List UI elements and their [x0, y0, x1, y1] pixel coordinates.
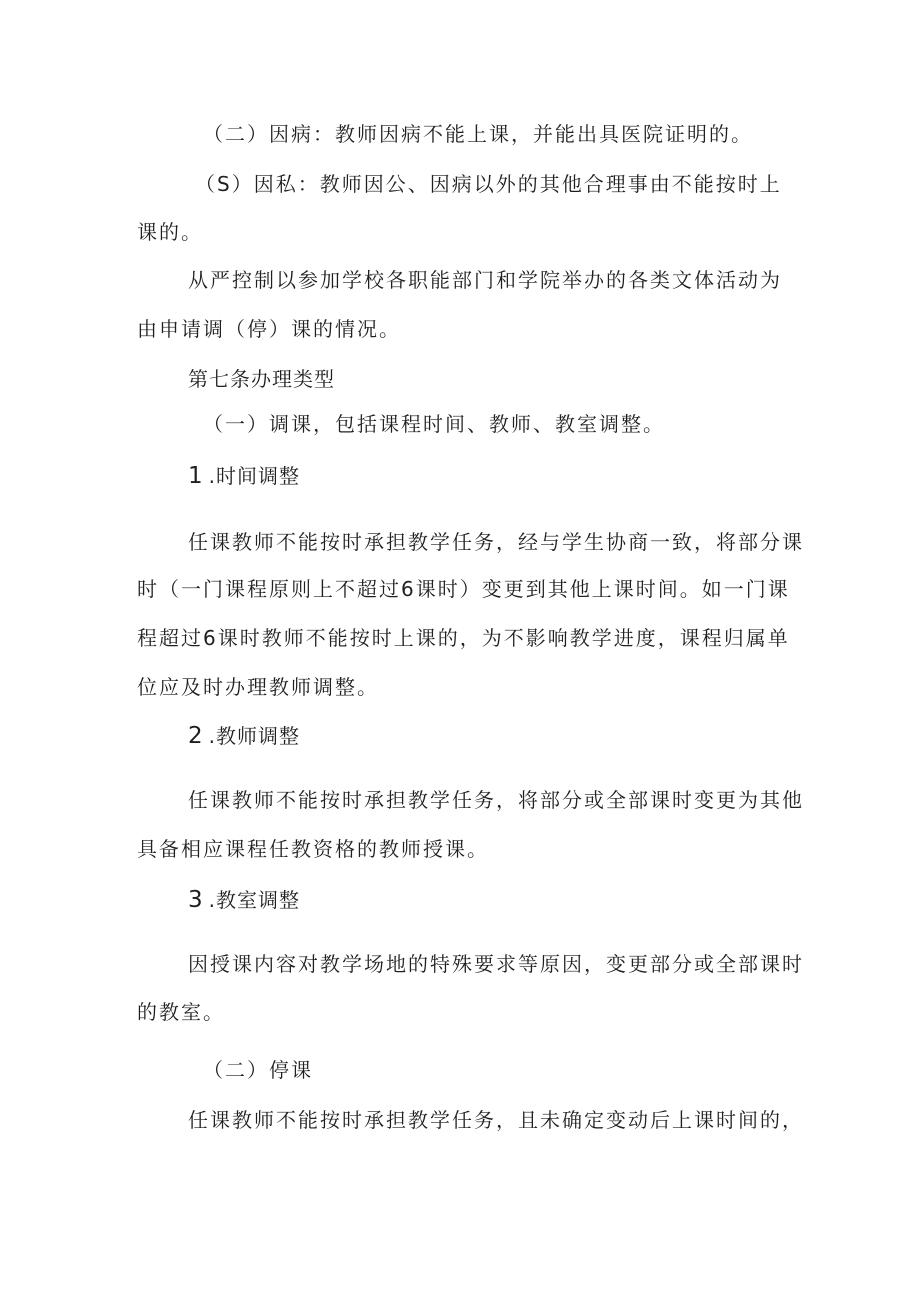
section-heading: （一）调课，包括课程时间、教师、教室调整。 [203, 412, 665, 436]
paragraph-line: 位应及时办理教师调整。 [137, 675, 379, 699]
paragraph-line: 的教室。 [137, 1000, 225, 1024]
paragraph-line: 由申请调（停）课的情况。 [137, 317, 401, 341]
section-heading: （二）停课 [203, 1058, 313, 1082]
paragraph-line: （二）因病：教师因病不能上课，并能出具医院证明的。 [203, 122, 753, 146]
paragraph-line: 任课教师不能按时承担教学任务，将部分或全部课时变更为其他 [188, 788, 804, 812]
paragraph-line: 任课教师不能按时承担教学任务，经与学生协商一致，将部分课 [188, 530, 804, 554]
item-title: .时间调整 [208, 464, 300, 488]
item-number: 1 [188, 463, 203, 489]
paragraph-line: 从严控制以参加学校各职能部门和学院举办的各类文体活动为 [188, 268, 782, 292]
item-number: 2 [188, 723, 203, 749]
paragraph-line: 程超过6课时教师不能按时上课的，为不影响教学进度，课程归属单 [137, 626, 790, 650]
paragraph-line: 时（一门课程原则上不超过6课时）变更到其他上课时间。如一门课 [137, 577, 790, 601]
paragraph-line: 具备相应课程任教资格的教师授课。 [137, 837, 489, 861]
subsection-heading [188, 722, 300, 750]
subsection-heading [188, 886, 300, 914]
subsection-heading [188, 462, 300, 490]
paragraph-line: 因授课内容对教学场地的特殊要求等原因，变更部分或全部课时 [188, 952, 804, 976]
article-heading: 第七条办理类型 [188, 367, 335, 391]
paragraph-line: （S）因私：教师因公、因病以外的其他合理事由不能按时上 [195, 172, 782, 196]
item-title: .教师调整 [208, 724, 300, 748]
paragraph-line: 任课教师不能按时承担教学任务，且未确定变动后上课时间的， [188, 1108, 804, 1132]
item-title: .教室调整 [208, 888, 300, 912]
paragraph-line: 课的。 [137, 220, 203, 244]
item-number: 3 [188, 887, 203, 913]
